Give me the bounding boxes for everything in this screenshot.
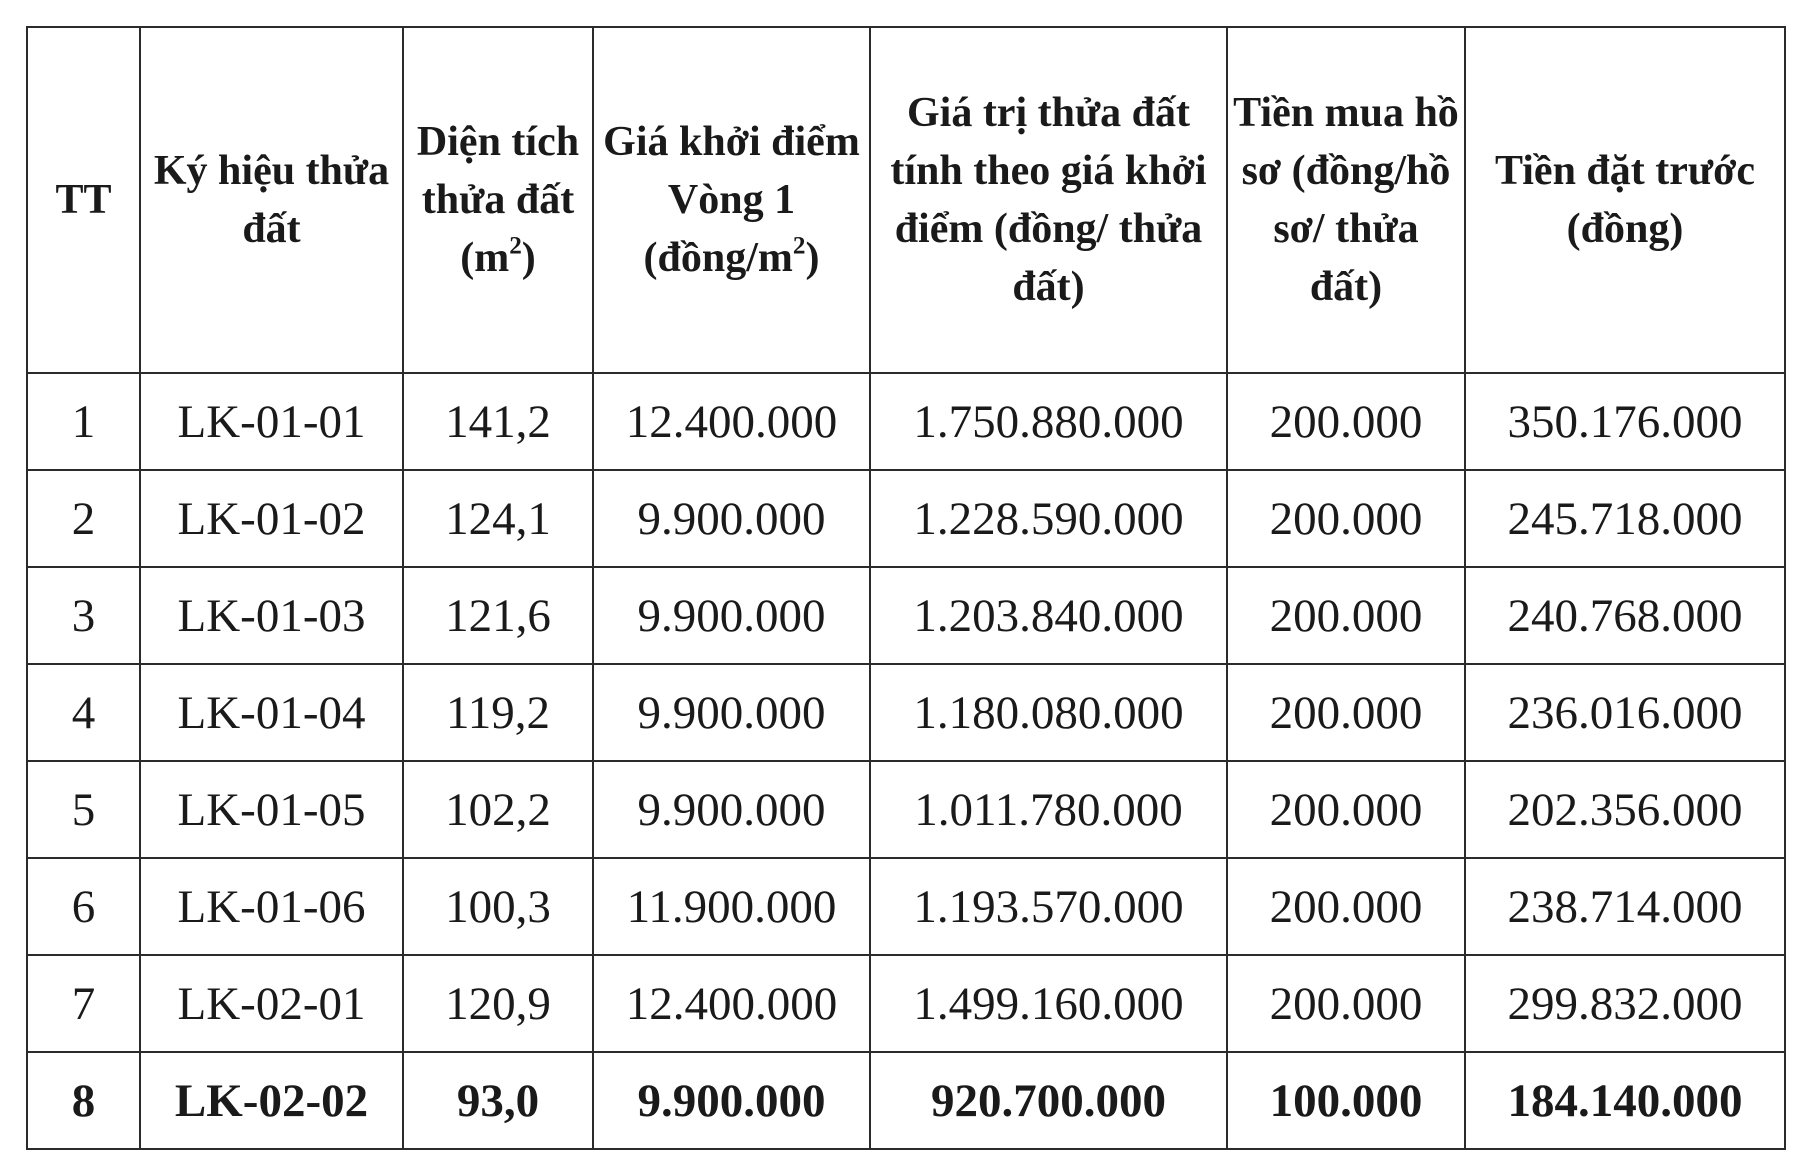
cell-tt: 7: [27, 955, 140, 1052]
cell-plot-symbol: LK-02-02: [140, 1052, 403, 1149]
cell-tt: 3: [27, 567, 140, 664]
cell-deposit: 245.718.000: [1465, 470, 1785, 567]
cell-area: 100,3: [403, 858, 593, 955]
cell-plot-symbol: LK-01-02: [140, 470, 403, 567]
header-plot-symbol: Ký hiệu thửa đất: [140, 27, 403, 373]
header-deposit: Tiền đặt trước (đồng): [1465, 27, 1785, 373]
header-start-price: Giá khởi điểm Vòng 1 $(đồng/m^2)$: [593, 27, 870, 373]
cell-plot-symbol: LK-01-06: [140, 858, 403, 955]
cell-plot-symbol: LK-01-03: [140, 567, 403, 664]
cell-tt: 2: [27, 470, 140, 567]
table-row: [27, 761, 1785, 858]
header-tt: TT: [27, 27, 140, 373]
cell-tt: 8: [27, 1052, 140, 1149]
cell-deposit: 240.768.000: [1465, 567, 1785, 664]
cell-plot-value: 1.499.160.000: [870, 955, 1227, 1052]
cell-dossier-fee: 200.000: [1227, 858, 1465, 955]
table-header: [27, 27, 1785, 373]
cell-dossier-fee: 200.000: [1227, 470, 1465, 567]
cell-start-price: 9.900.000: [593, 664, 870, 761]
cell-plot-value: 1.228.590.000: [870, 470, 1227, 567]
cell-area: 120,9: [403, 955, 593, 1052]
header-row: [27, 27, 1785, 373]
cell-dossier-fee: 200.000: [1227, 373, 1465, 470]
cell-start-price: 12.400.000: [593, 373, 870, 470]
cell-deposit: 202.356.000: [1465, 761, 1785, 858]
cell-area: 93,0: [403, 1052, 593, 1149]
table-row: [27, 664, 1785, 761]
cell-plot-value: 1.193.570.000: [870, 858, 1227, 955]
cell-start-price: 9.900.000: [593, 567, 870, 664]
cell-deposit: 236.016.000: [1465, 664, 1785, 761]
cell-area: 121,6: [403, 567, 593, 664]
cell-start-price: 9.900.000: [593, 470, 870, 567]
cell-deposit: 350.176.000: [1465, 373, 1785, 470]
cell-dossier-fee: 200.000: [1227, 567, 1465, 664]
cell-area: 119,2: [403, 664, 593, 761]
cell-plot-symbol: LK-01-05: [140, 761, 403, 858]
table-body: [27, 373, 1785, 1149]
cell-plot-value: 1.180.080.000: [870, 664, 1227, 761]
table-row: [27, 470, 1785, 567]
cell-plot-value: 1.203.840.000: [870, 567, 1227, 664]
cell-dossier-fee: 200.000: [1227, 955, 1465, 1052]
cell-plot-symbol: LK-02-01: [140, 955, 403, 1052]
table-row: [27, 1052, 1785, 1149]
document-sheet: [26, 26, 1786, 1150]
cell-dossier-fee: 200.000: [1227, 761, 1465, 858]
cell-deposit: 238.714.000: [1465, 858, 1785, 955]
land-plot-table: [26, 26, 1786, 1150]
cell-plot-value: 1.750.880.000: [870, 373, 1227, 470]
cell-tt: 5: [27, 761, 140, 858]
table-row: [27, 373, 1785, 470]
cell-plot-symbol: LK-01-01: [140, 373, 403, 470]
cell-start-price: 11.900.000: [593, 858, 870, 955]
cell-plot-value: 920.700.000: [870, 1052, 1227, 1149]
cell-tt: 1: [27, 373, 140, 470]
table-row: [27, 858, 1785, 955]
cell-tt: 4: [27, 664, 140, 761]
cell-area: 102,2: [403, 761, 593, 858]
cell-dossier-fee: 100.000: [1227, 1052, 1465, 1149]
cell-dossier-fee: 200.000: [1227, 664, 1465, 761]
cell-start-price: 9.900.000: [593, 761, 870, 858]
cell-tt: 6: [27, 858, 140, 955]
cell-area: 141,2: [403, 373, 593, 470]
header-dossier-fee: Tiền mua hồ sơ (đồng/hồ sơ/ thửa đất): [1227, 27, 1465, 373]
table-row: [27, 567, 1785, 664]
header-area: Diện tích thửa đất $(m^2)$: [403, 27, 593, 373]
cell-plot-value: 1.011.780.000: [870, 761, 1227, 858]
cell-plot-symbol: LK-01-04: [140, 664, 403, 761]
table-row: [27, 955, 1785, 1052]
cell-deposit: 184.140.000: [1465, 1052, 1785, 1149]
cell-area: 124,1: [403, 470, 593, 567]
header-plot-value: Giá trị thửa đất tính theo giá khởi điểm (đồng/ thửa đất): [870, 27, 1227, 373]
cell-start-price: 12.400.000: [593, 955, 870, 1052]
cell-start-price: 9.900.000: [593, 1052, 870, 1149]
cell-deposit: 299.832.000: [1465, 955, 1785, 1052]
